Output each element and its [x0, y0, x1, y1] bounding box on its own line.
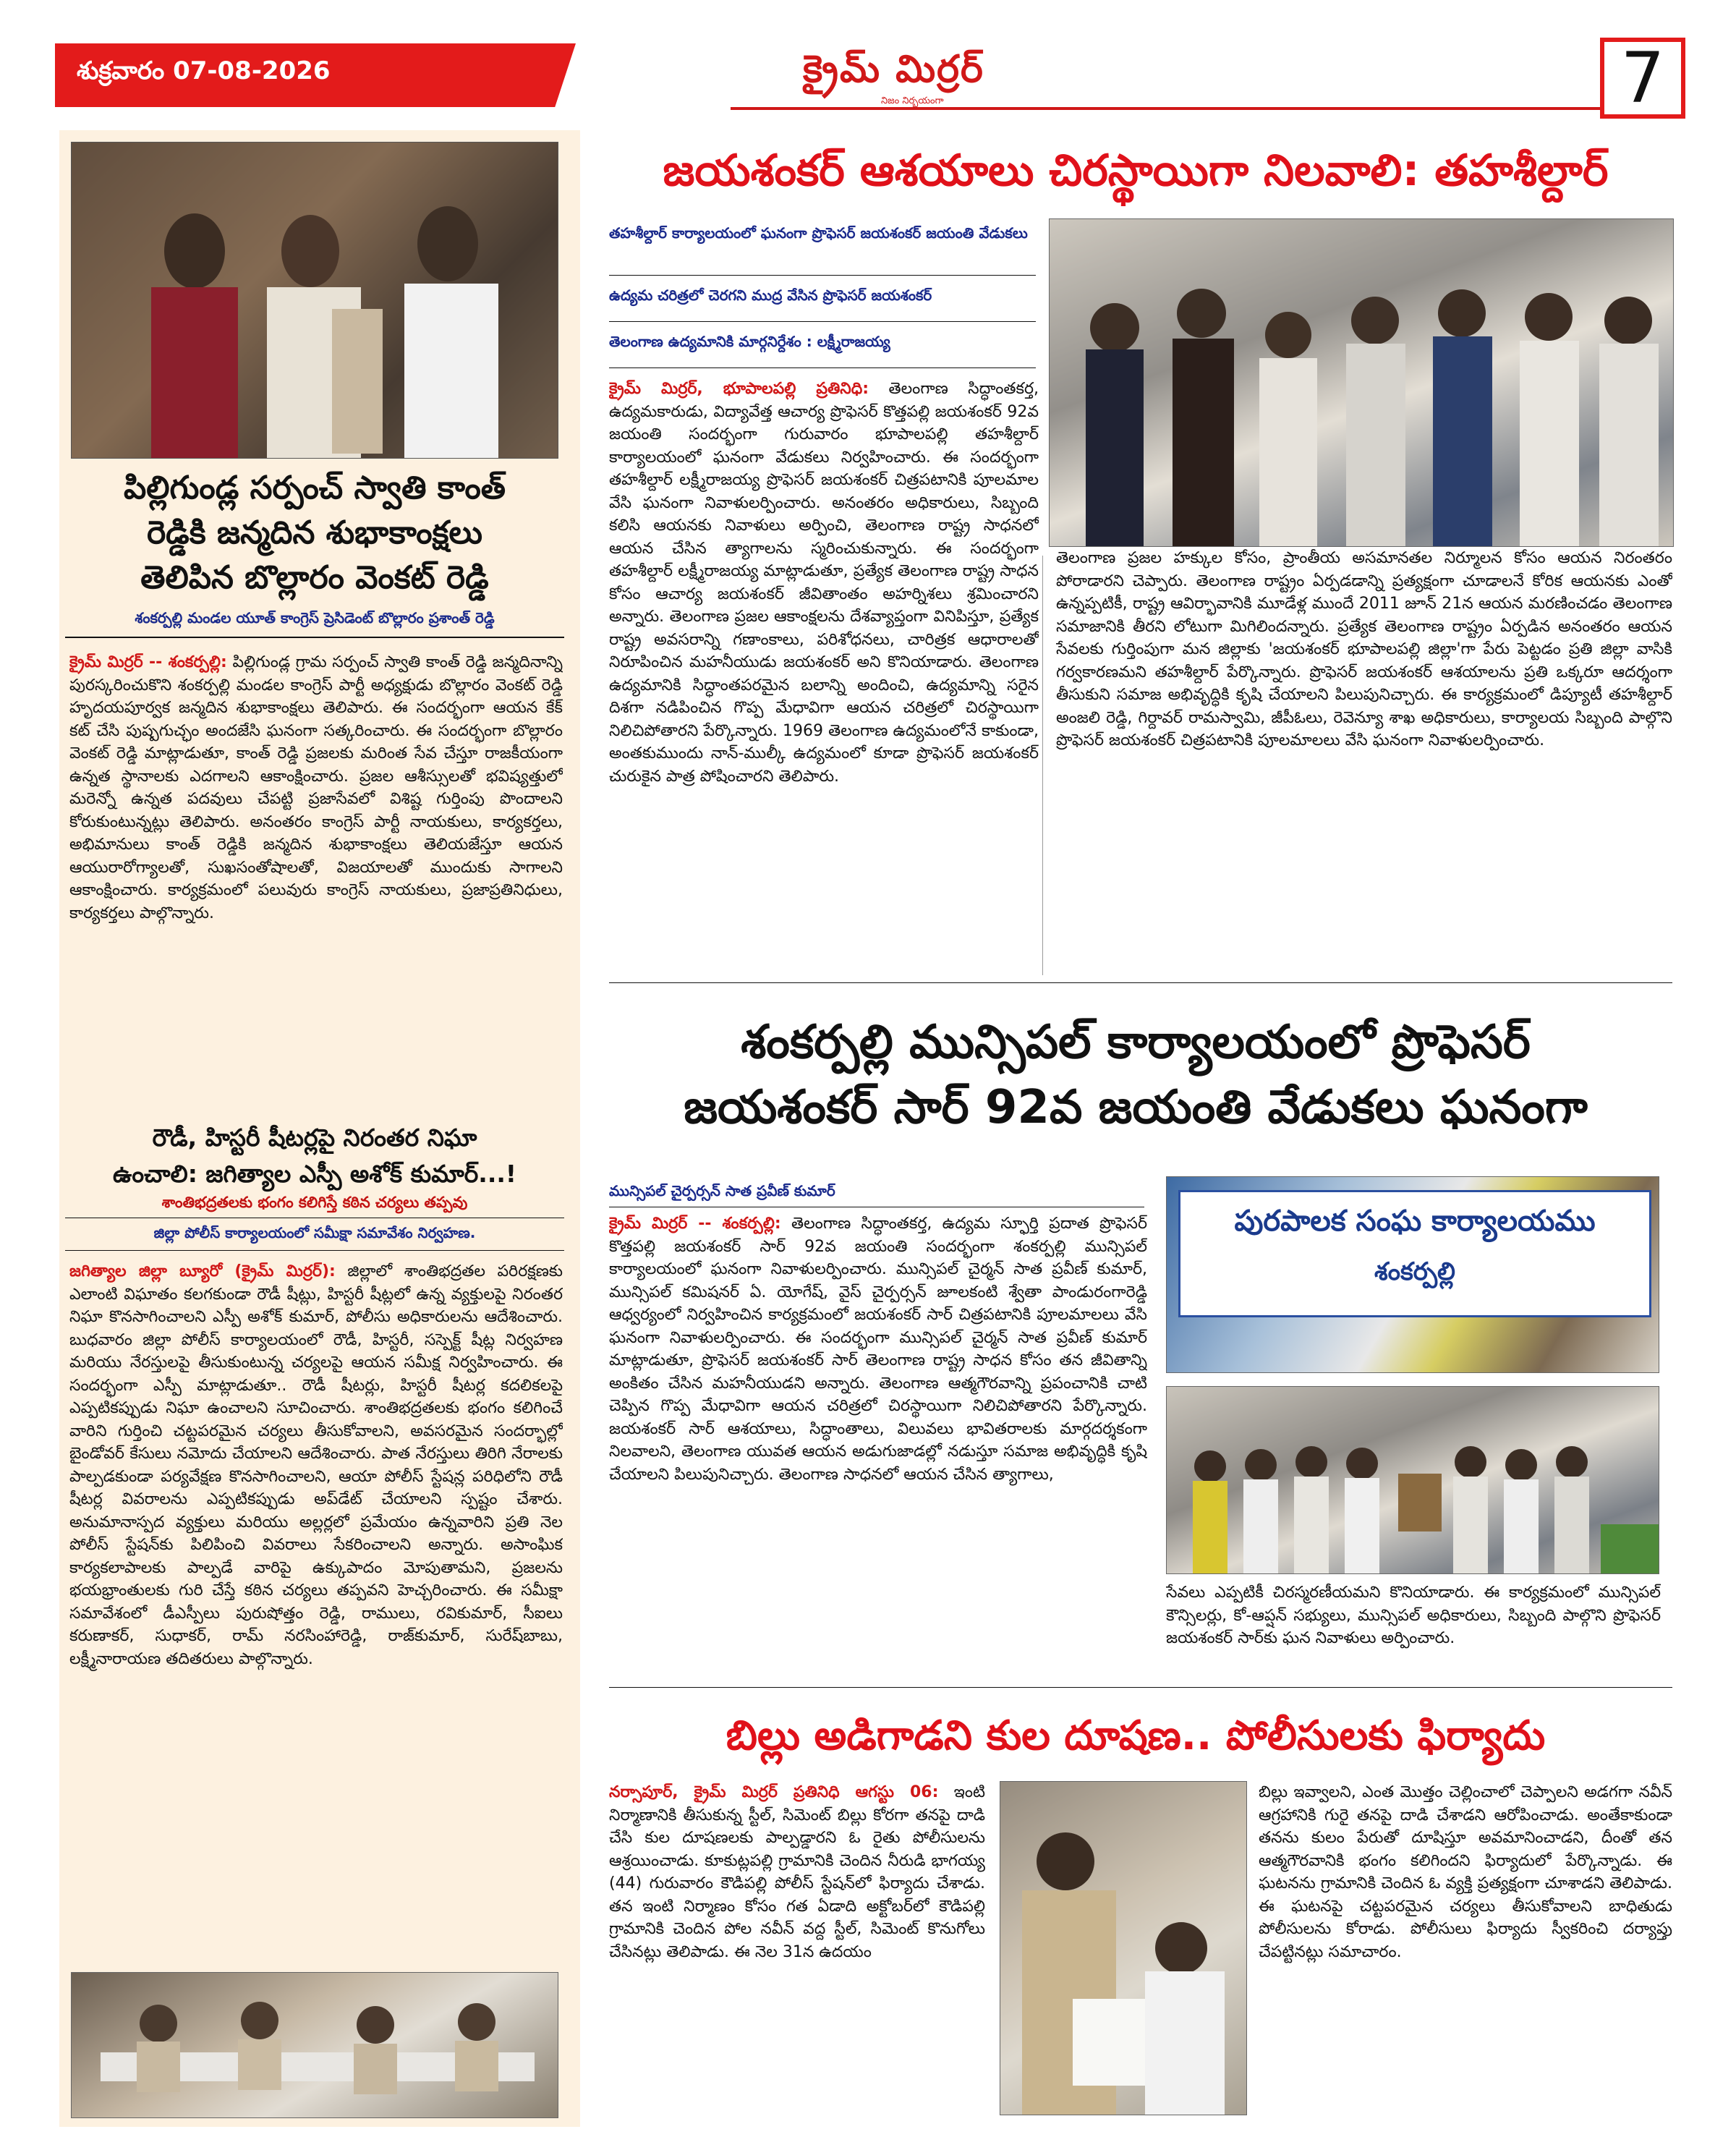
- divider: [65, 1250, 564, 1251]
- story1-headline: [65, 466, 564, 600]
- headline-line: రౌడీ, హిస్టరీ షీటర్లపై నిరంతర నిఘా: [152, 1123, 477, 1152]
- newspaper-logo: క్రైమ్ మిర్రర్: [803, 48, 984, 91]
- story5-dateline: నర్సాపూర్, క్రైమ్ మిర్రర్ ప్రతినిధి ఆగస్టు 06:: [609, 1783, 939, 1801]
- review-meeting-photo: [71, 1972, 558, 2118]
- story4-text-a: తెలంగాణ సిద్ధాంతకర్త, ఉద్యమ స్ఫూర్తి ప్రదాత ప్రొఫెసర్ కొత్తపల్లి జయశంకర్ సార్ 92వ జయంతి సందర్భంగా శంకర్పల్లి మున్సిపల్ కార్యాలయంలో ఘనంగా నివాళులర్పించారు. మున్సిపల్ చైర్మన్ సాత ప్రవీణ్ కుమార్, మున్సిపల్ కమిషనర్ ఏ. యోగేష్, వైస్ చైర్పర్సన్ జూలకంటి శ్వేతా పాండురంగారెడ్డి ఆధ్వర్యంలో నిర్వహించిన కార్యక్రమంలో జయశంకర్ సార్ చిత్రపటానికి పూలమాలలు వేసి ఘనంగా నివాళులర్పించారు. ఈ సందర్భంగా మున్సిపల్ చైర్మన్ సాత ప్రవీణ్ కుమార్ మాట్లాడుతూ, ప్రొఫెసర్ జయశంకర్ సార్ తెలంగాణ రాష్ట్ర సాధన కోసం తన జీవితాన్ని అంకితం చేసిన మహనీయుడని అన్నారు. తెలంగాణ ఆత్మగౌరవాన్ని ప్రపంచానికి చాటి చెప్పిన గొప్ప మేధావిగా ఆయన చరిత్రలో చిరస్థాయిగా నిలిచిపోతారని పేర్కొన్నారు. జయశంకర్ సార్ ఆశయాలు, సిద్ధాంతాలు, విలువలు భావితరాలకు మార్గదర్శకంగా నిలవాలని, తెలంగాణ యువత ఆయన అడుగుజాడల్లో నడుస్తూ సమాజ అభివృద్ధికి కృషి చేయాలని పిలుపునిచ్చారు. తెలంగాణ సాధనలో ఆయన చేసిన త్యాగాలు,: [609, 1215, 1147, 1484]
- headline-line: తెలిపిన బొల్లారం వెంకట్ రెడ్డి: [140, 559, 489, 596]
- story4-dateline: క్రైమ్ మిర్రర్ -- శంకర్పల్లి:: [609, 1215, 781, 1233]
- headline-line: ఉంచాలి: జగిత్యాల ఎస్పీ అశోక్ కుమార్...!: [113, 1160, 516, 1188]
- story2-headline: [65, 1120, 564, 1192]
- police-officer-icon: [1000, 1782, 1246, 2115]
- divider: [609, 275, 1036, 276]
- story1-dateline: క్రైమ్ మిర్రర్ -- శంకర్పల్లి:: [69, 653, 227, 671]
- divider: [65, 637, 564, 638]
- story5-text-a: ఇంటి నిర్మాణానికి తీసుకున్న స్టీల్, సిమెంట్ బిల్లు కోరగా తనపై దాడి చేసి కుల దూషణలకు పాల్పడ్డారని ఓ రైతు పోలీసులను ఆశ్రయించాడు. కూకుట్లపల్లి గ్రామానికి చెందిన నీరుడి భాగయ్య (44) గురువారం కౌడిపల్లి పోలీస్ స్టేషన్‌లో ఫిర్యాదు చేశాడు. తన ఇంటి నిర్మాణం కోసం గత ఏడాది అక్టోబర్‌లో కౌడిపల్లి గ్రామానికి చెందిన పోల నవీన్ వద్ద స్టీల్, సిమెంట్ కొనుగోలు చేసినట్లు తెలిపాడు. ఈ నెల 31న ఉదయం: [609, 1783, 985, 1961]
- story3-text-a: తెలంగాణ సిద్ధాంతకర్త, ఉద్యమకారుడు, విద్యావేత్త ఆచార్య ప్రొఫెసర్ కొత్తపల్లి జయశంకర్ 92వ జయంతి సందర్భంగా గురువారం భూపాలపల్లి తహశీల్దార్ కార్యాలయంలో ఘనంగా వేడుకలు నిర్వహించారు. ఈ సందర్భంగా తహశీల్దార్ లక్ష్మీరాజయ్య ప్రొఫెసర్ జయశంకర్ చిత్రపటానికి పూలమాల వేసి ఘనంగా నివాళులర్పించారు. అనంతరం అధికారులు, సిబ్బంది కలిసి ఆయనకు నివాళులు అర్పించి, తెలంగాణ రాష్ట్ర సాధనలో ఆయన చేసిన త్యాగాలను స్మరించుకున్నారు. ఈ సందర్భంగా తహశీల్దార్ లక్ష్మీరాజయ్య మాట్లాడుతూ, ప్రత్యేక తెలంగాణ రాష్ట్ర సాధన కోసం ఆచార్య జయశంకర్ జీవితాంతం అహర్నిశలు శ్రమించారని అన్నారు. తెలంగాణ ప్రజల ఆకాంక్షలను దేశవ్యాప్తంగా వినిపిస్తూ, ప్రత్యేక రాష్ట్ర అవసరాన్ని గణాంకాలు, పరిశోధనలు, చారిత్రక ఆధారాలతో నిరూపించిన మహనీయుడు జయశంకర్ అని కొనియాడారు. తెలంగాణ ఉద్యమానికి సిద్ధాంతపరమైన బలాన్ని అందించి, ఉద్యమాన్ని సరైన దిశగా నడిపించిన గొప్ప మేధావిగా ఆయన చరిత్రలో చిరస్థాయిగా నిలిచిపోతారని పేర్కొన్నారు. 1969 తెలంగాణ ఉద్యమంలోనే కాకుండా, అంతకుముందు నాన్-ముల్కీ ఉద్యమంలో కూడా ప్రొఫెసర్ జయశంకర్ చురుకైన పాత్ర పోషించారని తెలిపారు.: [609, 380, 1039, 786]
- issue-date: శుక్రవారం 07-08-2026: [77, 56, 331, 85]
- story1-text: పిల్లిగుండ్ల గ్రామ సర్పంచ్ స్వాతి కాంత్ రెడ్డి జన్మదినాన్ని పురస్కరించుకొని శంకర్పల్లి మండల కాంగ్రెస్ పార్టీ అధ్యక్షుడు బొల్లారం వెంకట్ రెడ్డి హృదయపూర్వక జన్మదిన శుభాకాంక్షలు తెలిపారు. ఈ సందర్భంగా ఆయన కేక్ కట్ చేసి పుష్పగుచ్ఛం అందజేసి ఘనంగా సత్కరించారు. ఈ సందర్భంగా బొల్లారం వెంకట్ రెడ్డి మాట్లాడుతూ, కాంత్ రెడ్డి ప్రజలకు మరింత సేవ చేస్తూ రాజకీయంగా ఉన్నత స్థానాలకు ఎదగాలని ఆకాంక్షించారు. ప్రజల ఆశీస్సులతో భవిష్యత్తులో మరెన్నో ఉన్నత పదవులు చేపట్టి ప్రజాసేవలో విశిష్ట గుర్తింపు పొందాలని కోరుకుంటున్నట్లు తెలిపారు. అనంతరం కాంగ్రెస్ పార్టీ నాయకులు, కార్యకర్తలు, అభిమానులు కాంత్ రెడ్డికి జన్మదిన శుభాకాంక్షలు తెలియజేస్తూ ఆయన ఆయురారోగ్యాలతో, సుఖసంతోషాలతో, విజయాలతో ముందుకు సాగాలని ఆకాంక్షించారు. కార్యక్రమంలో పలువురు కాంగ్రెస్ నాయకులు, ప్రజాప్రతినిధులు, కార్యకర్తలు పాల్గొన్నారు.: [69, 653, 563, 922]
- story3-sub3: తెలంగాణ ఉద్యమానికి మార్గనిర్దేశం : లక్ష్మీరాజయ్య: [609, 333, 890, 350]
- story4-body-a: [609, 1212, 1147, 1673]
- story5-body-a: [609, 1781, 985, 2121]
- story2-sub1: శాంతిభద్రతలకు భంగం కలిగిస్తే కఠిన చర్యలు తప్పవు: [161, 1194, 468, 1211]
- page-number: 7: [1600, 38, 1685, 119]
- group-photo-icon: [1050, 219, 1673, 546]
- headline-line: రెడ్డికి జన్మదిన శుభాకాంక్షలు: [147, 514, 482, 551]
- headline-line: జయశంకర్ సార్ 92వ జయంతి వేడుకలు ఘనంగా: [684, 1081, 1588, 1134]
- headline-line: పిల్లిగుండ్ల సర్పంచ్ స్వాతి కాంత్: [123, 470, 506, 506]
- people-silhouette-icon: [72, 143, 558, 458]
- divider: [609, 321, 1036, 322]
- story4-headline: [593, 1010, 1678, 1140]
- story2-sub2: జిల్లా పోలీస్ కార్యాలయంలో సమీక్షా సమావేశం నిర్వహణ.: [153, 1224, 476, 1241]
- police-station-photo: [1000, 1781, 1247, 2115]
- story1-subhead: శంకర్పల్లి మండల యూత్ కాంగ్రెస్ ప్రెసిడెంట్ బొల్లారం ప్రశాంత్ రెడ్డి: [135, 609, 495, 626]
- sign-line: పురపాలక సంఘ కార్యాలయము: [1234, 1205, 1596, 1238]
- municipal-signboard: [1178, 1190, 1651, 1317]
- story5-body-b: బిల్లు ఇవ్వాలని, ఎంత మొత్తం చెల్లించాలో చెప్పాలని అడగగా నవీన్ ఆగ్రహానికి గురై తనపై దాడి చేశాడని ఆరోపించాడు. అంతేకాకుండా తనను కులం పేరుతో దూషిస్తూ అవమానించాడని, దీంతో తన ఆత్మగౌరవానికి భంగం కలిగిందని ఫిర్యాదులో పేర్కొన్నాడు. ఈ ఘటనను గ్రామానికి చెందిన ఓ వ్యక్తి ప్రత్యక్షంగా చూశాడని తెలిపాడు. ఈ ఘటనపై చట్టపరమైన చర్యలు తీసుకోవాలని బాధితుడు పోలీసులను కోరాడు. పోలీసులు ఫిర్యాదు స్వీకరించి దర్యాప్తు చేపట్టినట్లు సమాచారం.: [1259, 1783, 1672, 1961]
- municipal-tribute-photo: [1166, 1386, 1659, 1574]
- story2-text: జిల్లాలో శాంతిభద్రతల పరిరక్షణకు ఎలాంటి విఘాతం కలగకుండా రౌడీ షీట్లు, హిస్టరీ షీట్లలో ఉన్న వ్యక్తులపై నిరంతర నిఘా కొనసాగించాలని ఎస్పీ అశోక్ కుమార్, పోలీసు అధికారులను ఆదేశించారు. బుధవారం జిల్లా పోలీస్ కార్యాలయంలో రౌడీ, హిస్టరీ, సస్పెక్ట్ షీట్ల నిర్వహణ మరియు నేరస్తులపై తీసుకుంటున్న చర్యలపై ఆయన సమీక్ష నిర్వహించారు. ఈ సందర్భంగా ఎస్పీ మాట్లాడుతూ.. రౌడీ షీటర్లు, హిస్టరీ షీటర్ల కదలికలపై ఎప్పటికప్పుడు నిఘా ఉంచాలని సూచించారు. శాంతిభద్రతలకు భంగం కలిగించే వారిని గుర్తించి చట్టపరమైన చర్యలు తీసుకోవాలని, అవసరమైన సందర్భాల్లో బైండోవర్ కేసులు నమోదు చేయాలని ఆదేశించారు. పాత నేరస్తులు తిరిగి నేరాలకు పాల్పడకుండా పర్యవేక్షణ కొనసాగించాలని, ఆయా పోలీస్ స్టేషన్ల పరిధిలోని రౌడీ షీటర్ల వివరాలను ఎప్పటికప్పుడు అప్‌డేట్ చేయాలని స్పష్టం చేశారు. అనుమానాస్పద వ్యక్తులు మరియు అల్లర్లలో ప్రమేయం ఉన్నవారిని ప్రతి నెల పోలీస్ స్టేషన్‌కు పిలిపించి వివరాలు సేకరించాలని అన్నారు. అసాంఘిక కార్యకలాపాలకు పాల్పడే వారిపై ఉక్కుపాదం మోపుతామని, ప్రజలను భయభ్రాంతులకు గురి చేస్తే కఠిన చర్యలు తప్పవని హెచ్చరించారు. ఈ సమీక్షా సమావేశంలో డీఎస్పీలు పురుషోత్తం రెడ్డి, రాములు, రవికుమార్, సీఐలు కరుణాకర్, సుధాకర్, రామ్ నరసింహారెడ్డి, రాజ్‌కుమార్, సురేష్‌బాబు, లక్ష్మీనారాయణ తదితరులు పాల్గొన్నారు.: [69, 1262, 563, 1668]
- municipal-office-sign-photo: [1166, 1176, 1659, 1373]
- story4-sub1: మున్సిపల్ చైర్పర్సన్ సాత ప్రవీణ్ కుమార్: [609, 1182, 835, 1199]
- headline-line: శంకర్పల్లి మున్సిపల్ కార్యాలయంలో ప్రొఫెసర్: [741, 1016, 1531, 1069]
- story4-body-b: సేవలు ఎప్పటికీ చిరస్మరణీయమని కొనియాడారు. ఈ కార్యక్రమంలో మున్సిపల్ కౌన్సిలర్లు, కో-ఆప్షన్ సభ్యులు, మున్సిపల్ అధికారులు, సిబ్బంది పాల్గొని ప్రొఫెసర్ జయశంకర్ సార్‌కు ఘన నివాళులు అర్పించారు.: [1166, 1584, 1661, 1647]
- masthead-rule: [731, 107, 1671, 110]
- story3-body-b: తెలంగాణ ప్రజల హక్కుల కోసం, ప్రాంతీయ అసమానతల నిర్మూలన కోసం ఆయన నిరంతరం పోరాడారని చెప్పారు. తెలంగాణ రాష్ట్రం ఏర్పడడాన్ని ప్రత్యక్షంగా చూడాలనే కోరిక ఆయనకు ఎంతో ఉన్నప్పటికీ, రాష్ట్ర ఆవిర్భావానికి మూడేళ్ల ముందే 2011 జూన్ 21న ఆయన మరణించడం తెలంగాణ సమాజానికి తీరని లోటుగా మిగిలిందన్నారు. ప్రత్యేక తెలంగాణ రాష్ట్రం ఏర్పడిన అనంతరం ఆయన సేవలకు గుర్తింపుగా మన జిల్లాకు 'జయశంకర్ భూపాలపల్లి జిల్లా'గా పేరు పెట్టడం ప్రతి జిల్లా వాసికి గర్వకారణమని తహశీల్దార్ పేర్కొన్నారు. ప్రొఫెసర్ జయశంకర్ ఆశయాలను ప్రతి ఒక్కరూ ఆదర్శంగా తీసుకుని సమాజ అభివృద్ధికి కృషి చేయాలని పిలుపునిచ్చారు. ఈ కార్యక్రమంలో డిప్యూటీ తహశీల్దార్ అంజలి రెడ్డి, గిర్దావర్ రామస్వామి, జీపీఓలు, రెవెన్యూ శాఖ అధికారులు, కార్యాలయ సిబ్బంది పాల్గొని ప్రొఫెసర్ జయశంకర్ చిత్రపటానికి పూలమాలలు వేసి ఘనంగా నివాళులర్పించారు.: [1056, 549, 1672, 749]
- story3-headline: జయశంకర్ ఆశయాలు చిరస్థాయిగా నిలవాలి: తహశీల్దార్: [663, 145, 1609, 196]
- column-rule: [1042, 556, 1043, 975]
- meeting-table-icon: [72, 1973, 558, 2117]
- story3-body-a: [609, 378, 1039, 971]
- divider: [609, 1687, 1672, 1688]
- story3-sub1: తహశీల్దార్ కార్యాలయంలో ఘనంగా ప్రొఫెసర్ జయశంకర్ జయంతి వేడుకలు: [609, 224, 1028, 242]
- story2-dateline: జగిత్యాల జిల్లా బ్యూరో (క్రైమ్ మిర్రర్):: [69, 1262, 336, 1280]
- birthday-photo: [71, 142, 558, 459]
- sign-line: శంకర్పల్లి: [1374, 1257, 1455, 1286]
- story5-headline: బిల్లు అడిగాడని కుల దూషణ.. పోలీసులకు ఫిర్యాదు: [726, 1712, 1546, 1759]
- story1-body: [69, 651, 563, 1114]
- logo-tagline: నిజం నిర్భయంగా: [881, 95, 944, 106]
- story3-sub2: ఉద్యమ చరిత్రలో చెరగని ముద్ర వేసిన ప్రొఫెసర్ జయశంకర్: [609, 286, 932, 304]
- tahsildar-office-photo: [1049, 218, 1674, 547]
- group-photo-icon: [1167, 1387, 1659, 1573]
- divider: [609, 982, 1672, 983]
- story3-dateline: క్రైమ్ మిర్రర్, భూపాలపల్లి ప్రతినిధి:: [609, 380, 869, 398]
- story2-body: [69, 1260, 563, 1960]
